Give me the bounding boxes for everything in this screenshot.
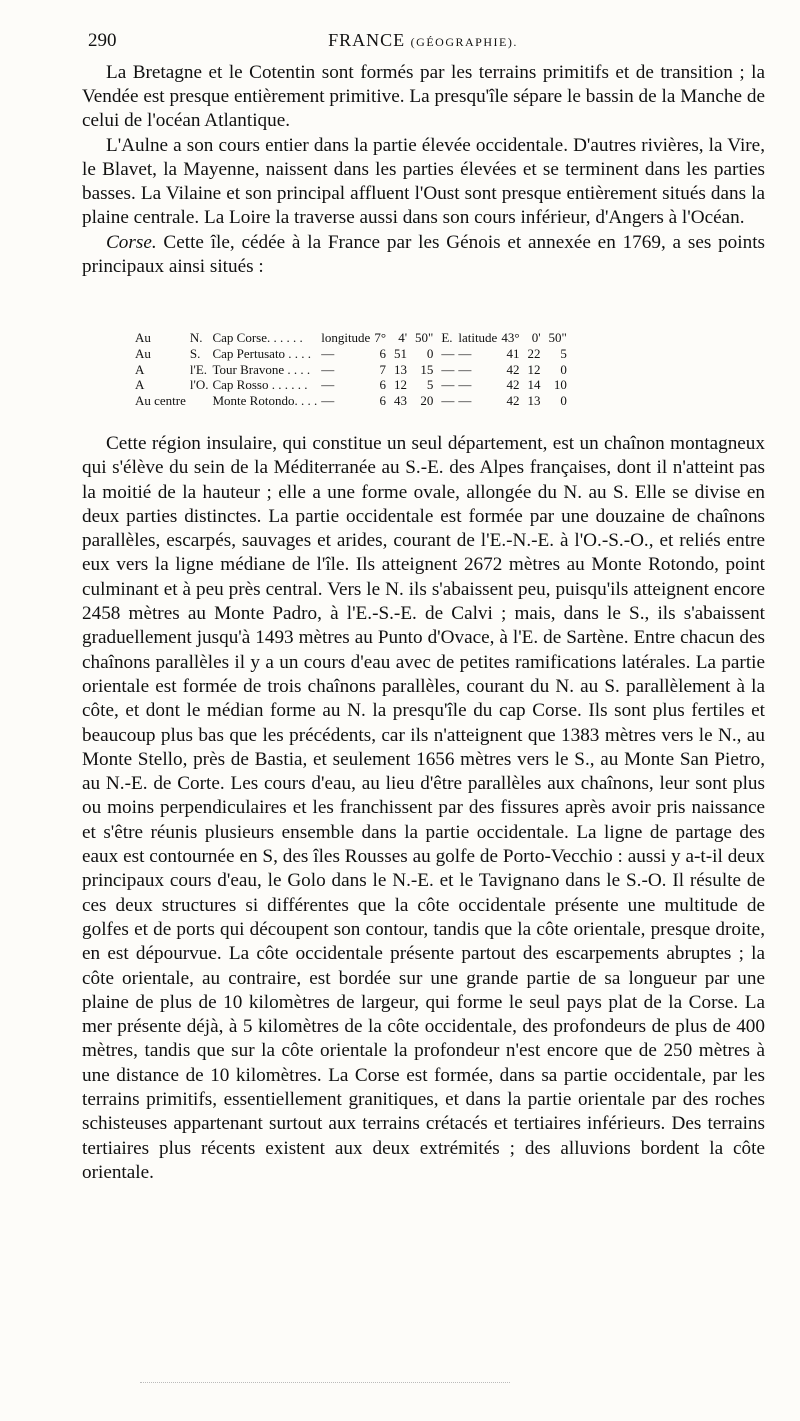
cell-lon-dir: — (441, 345, 455, 361)
cell-lat-label: — (458, 361, 472, 377)
cell-prep: A (135, 361, 145, 377)
cell-dir: N. (189, 330, 203, 345)
table-row (135, 362, 575, 378)
cell-lon-m: 51 (394, 345, 408, 361)
cell-prep: Au (135, 330, 151, 345)
cell-prep: Au centre (135, 393, 186, 409)
running-title-main: FRANCE (328, 30, 406, 50)
cell-lat-d: 42 (506, 393, 520, 409)
table-row (135, 377, 575, 393)
paragraph-aulne: L'Aulne a son cours entier dans la partie élevée occidentale. D'autres rivières, la Vire, le Blavet, la Mayenne, naissent dans les parties élevées et se terminent dans les parties basses. La Vilaine et son principal affluent l'Oust sont presque entièrement situés dans la plaine centrale. La Loire la traverse aussi dans son cours inférieur, d'Angers à l'Océan. (82, 135, 765, 228)
table-row (135, 330, 575, 346)
cell-lat-label: — (458, 345, 472, 361)
text-block-top (82, 61, 765, 279)
cell-place: Cap Pertusato . . . . (212, 345, 312, 361)
cell-lon-s: 5 (426, 377, 434, 393)
cell-lat-s: 0 (560, 361, 567, 377)
page-number: 290 (88, 30, 117, 51)
cell-lon-dir: — (441, 393, 455, 409)
cell-lon-m: 12 (394, 377, 408, 393)
cell-place: Cap Rosso . . . . . . (212, 377, 308, 393)
cell-lon-label: — (321, 393, 335, 409)
cell-lon-d: 7° (374, 330, 387, 345)
cell-dir: l'O. (189, 377, 209, 393)
cell-dir (190, 393, 213, 409)
cell-lon-m: 43 (394, 393, 408, 409)
cell-lon-s: 50" (415, 330, 434, 345)
cell-place: Cap Corse. . . . . . (212, 330, 303, 345)
cell-lon-s: 0 (426, 345, 434, 361)
paragraph-bretagne: La Bretagne et le Cotentin sont formés par les terrains primitifs et de transition ; la Vendée est presque entièrement primitive. La presqu'île sépare le bassin de la Manche de celui de l'océan Atlantique. (82, 62, 765, 131)
cell-lat-s: 50" (548, 330, 567, 345)
cell-lon-s: 15 (420, 361, 434, 377)
footer-rule (140, 1382, 510, 1384)
cell-lat-m: 14 (527, 377, 541, 393)
cell-lon-dir: E. (441, 330, 453, 345)
cell-place: Monte Rotondo. . . . (212, 393, 318, 409)
table-row (135, 393, 575, 409)
cell-lon-label: — (321, 377, 335, 393)
cell-lon-m: 13 (394, 361, 408, 377)
cell-prep: A (135, 377, 145, 393)
cell-lon-d: 6 (379, 393, 387, 409)
coordinates-table-body (135, 330, 575, 409)
cell-lat-s: 10 (553, 377, 567, 393)
coordinates-table (135, 330, 575, 409)
paragraph-corse-description: Cette région insulaire, qui constitue un seul département, est un chaînon montagneux qui s'élève du sein de la Méditerranée au S.-E. des Alpes françaises, dont il n'atteint pas la moitié de la hauteur ; elle a une forme ovale, allongée du N. au S. Elle se divise en deux parties distinctes. La partie occidentale est formée par une douzaine de chaînons parallèles, escarpés, sauvages et arides, courant de l'E.-N.-E. à l'O.-S.-O., et reliés entre eux vers la ligne médiane de l'île. Ils atteignent 2672 mètres au Monte Rotondo, point culminant et à peu près central. Vers le N. ils s'abaissent peu, puisqu'ils atteignent encore 2458 mètres au Monte Padro, à l'E.-S.-E. de Calvi ; mais, dans le S., ils s'abaissent graduellement jusqu'à 1493 mètres au Punto d'Ovace, à l'E. de Sartène. Entre chacun des chaînons parallèles il y a un cours d'eau avec de petites ramifications latérales. La partie orientale est formée de trois chaînons parallèles, courant du N. au S. parallèlement à la côte, et dont le médian forme au N. la presqu'île du cap Corse. Ils sont plus fertiles et beaucoup plus bas que les précédents, car ils n'atteignent que 1383 mètres vers le N., au Monte Stello, près de Bastia, et seulement 1656 mètres vers le S., au Monte San Pietro, au N.-E. de Corte. Les cours d'eau, au lieu d'être parallèles aux chaînons, leur sont plus ou moins perpendiculaires et les franchissent par des fissures après avoir pris naissance et s'être réunis plusieurs ensemble dans la partie occidentale. La ligne de partage des eaux est contournée en S, des îles Rousses au golfe de Porto-Vecchio : aussi y a-t-il deux principaux cours d'eau, le Golo dans le N.-E. et le Tavignano dans le S.-O. Il résulte de ces deux structures si différentes que la côte occidentale présente une multitude de golfes et de ports qui découpent son contour, tandis que la côte orientale, presque droite, en est dépourvue. La côte occidentale présente partout des escarpements abruptes ; la côte orientale, au contraire, est bordée sur une grande partie de sa longueur par une plaine de plus de 10 kilomètres de largeur, qui forme le seul pays plat de la Corse. La mer présente déjà, à 5 kilomètres de la côte occidentale, des profondeurs de plus de 400 mètres, tandis que sur la côte orientale la profondeur n'est encore que de 250 mètres à une distance de 10 kilomètres. La Corse est formée, dans sa partie occidentale, par les terrains primitifs, essentiellement granitiques, et dans la partie orientale par des roches schisteuses appartenant surtout aux terrains crétacés et tertiaires inférieurs. Des terrains tertiaires plus récents existent aux deux extrémités ; des alluvions bordent la côte orientale. (82, 433, 765, 1183)
cell-prep: Au (135, 345, 151, 361)
cell-lat-m: 12 (527, 361, 541, 377)
cell-lat-s: 0 (560, 393, 567, 409)
cell-lat-label: — (458, 377, 472, 393)
corse-intro-text: Cette île, cédée à la France par les Génois et annexée en 1769, a ses points principaux ainsi situés : (82, 232, 765, 277)
cell-lat-m: 22 (527, 345, 541, 361)
cell-dir: l'E. (189, 361, 208, 377)
cell-lon-s: 20 (420, 393, 434, 409)
table-row (135, 346, 575, 362)
cell-lat-m: 13 (527, 393, 541, 409)
cell-lat-d: 43° (501, 330, 520, 345)
cell-lon-label: — (321, 361, 335, 377)
cell-lon-d: 7 (379, 361, 387, 377)
cell-dir: S. (189, 345, 201, 361)
cell-lat-s: 5 (560, 345, 567, 361)
cell-lon-label: — (321, 345, 335, 361)
cell-lon-d: 6 (379, 377, 387, 393)
text-block-bottom (82, 432, 765, 1185)
running-title (78, 30, 768, 51)
cell-lat-label: latitude (458, 330, 498, 345)
cell-lat-m: 0' (531, 330, 541, 345)
cell-lon-dir: — (441, 361, 455, 377)
cell-lat-d: 42 (506, 377, 520, 393)
running-title-sub: (GÉOGRAPHIE). (410, 35, 518, 49)
cell-lat-label: — (458, 393, 472, 409)
cell-lon-label: longitude (321, 330, 371, 345)
cell-lat-d: 42 (506, 361, 520, 377)
cell-lon-d: 6 (379, 345, 387, 361)
paragraph-corse-intro (82, 231, 765, 279)
cell-place: Tour Bravone . . . . (212, 361, 311, 377)
corse-heading: Corse. (106, 232, 157, 253)
page-header (78, 30, 768, 56)
cell-lon-dir: — (441, 377, 455, 393)
cell-lon-m: 4' (398, 330, 408, 345)
cell-lat-d: 41 (506, 345, 520, 361)
